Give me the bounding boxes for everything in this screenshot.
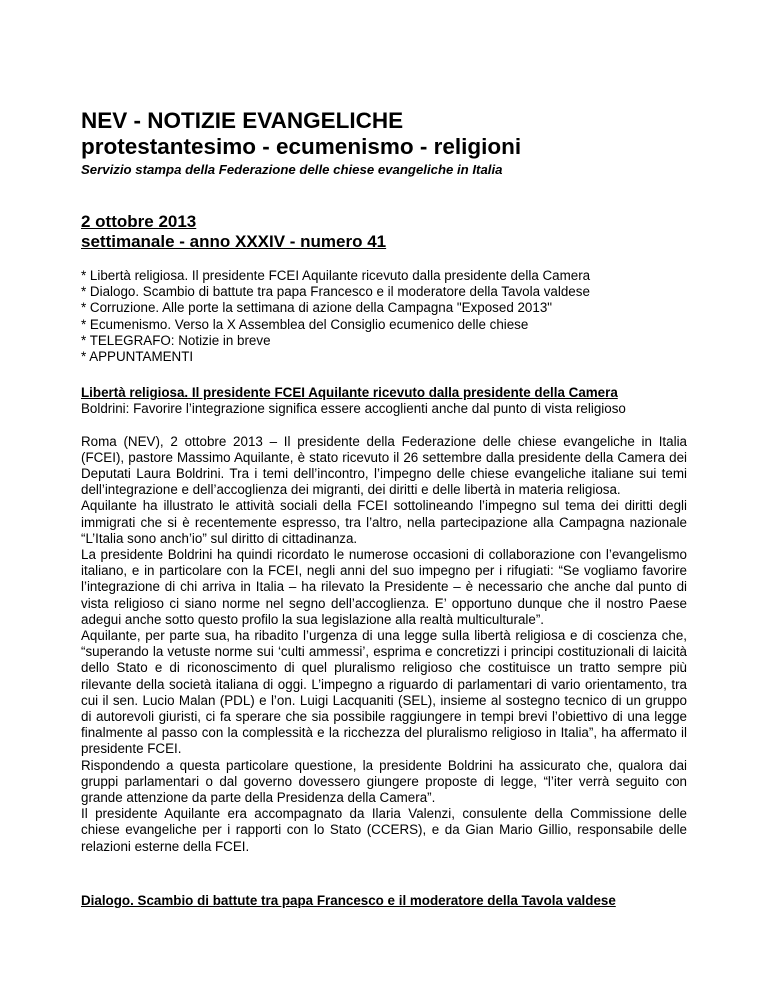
toc-item: * Dialogo. Scambio di battute tra papa Francesco e il moderatore della Tavola valdese [81, 284, 590, 300]
article-paragraph: Aquilante ha illustrato le attività sociali della FCEI sottolineando l’impegno sul tema dei diritti degli immigrati che si è recentemente espresso, tra l’altro, nella partecipazione alla Campagna nazionale “L’Italia sono anch’io” sul diritto di cittadinanza. [81, 498, 687, 546]
article-title: Libertà religiosa. Il presidente FCEI Aquilante ricevuto dalla presidente della Camera [81, 385, 618, 400]
article-paragraph: Il presidente Aquilante era accompagnato da Ilaria Valenzi, consulente della Commissione delle chiese evangeliche per i rapporti con lo Stato (CCERS), e da Gian Mario Gillio, responsabile delle relazioni esterne della FCEI. [81, 806, 687, 854]
masthead [81, 108, 701, 178]
issue-date: 2 ottobre 2013 [81, 212, 197, 231]
article-paragraph: Aquilante, per parte sua, ha ribadito l’urgenza di una legge sulla libertà religiosa e di coscienza che, “superando la vetuste norme sui ‘culti ammessi’, esprima e concretizzi i principi costituzionali di laicità dello Stato e di riconoscimento di quel pluralismo religioso che costituisce un tratto sempre più rilevante della società italiana di oggi. L’impegno a riguardo di parlamentari di vario orientamento, tra cui il sen. Lucio Malan (PDL) e l’on. Luigi Lacquaniti (SEL), insieme al sostegno tecnico di un gruppo di autorevoli giuristi, ci fa sperare che sia possibile raggiungere in tempi brevi l’obiettivo di una legge finalmente al passo con la complessità e la ricchezza del pluralismo religioso in Italia”, ha affermato il presidente FCEI. [81, 628, 687, 757]
toc-item: * Ecumenismo. Verso la X Assemblea del Consiglio ecumenico delle chiese [81, 316, 529, 332]
article-subtitle: Boldrini: Favorire l’integrazione significa essere accoglienti anche dal punto di vista religioso [81, 401, 626, 417]
article-paragraph: Rispondendo a questa particolare questione, la presidente Boldrini ha assicurato che, qualora dai gruppi parlamentari o dal governo dovessero giungere proposte di legge, “l’iter verrà seguito con grande attenzione da parte della Presidenza della Camera”. [81, 757, 687, 806]
issue-edition: settimanale - anno XXXIV - numero 41 [81, 232, 387, 251]
table-of-contents [81, 268, 590, 365]
article-title: Dialogo. Scambio di battute tra papa Francesco e il moderatore della Tavola valdese [81, 893, 616, 908]
article-paragraph: Roma (NEV), 2 ottobre 2013 – Il presidente della Federazione delle chiese evangeliche in Italia (FCEI), pastore Massimo Aquilante, è stato ricevuto il 26 settembre dalla presidente della Camera dei Deputati Laura Boldrini. Tra i temi dell’incontro, l’impegno delle chiese evangeliche italiane sui temi dell’integrazione e dell’accoglienza dei migranti, dei diritti e delle libertà in materia religiosa. [81, 433, 687, 498]
publication-title: NEV - NOTIZIE EVANGELICHE [81, 108, 404, 133]
article-dialogo [81, 893, 616, 909]
publication-tagline: protestantesimo - ecumenismo - religioni [81, 134, 522, 159]
article-body [81, 434, 687, 855]
toc-item: * APPUNTAMENTI [81, 349, 194, 365]
toc-item: * Libertà religiosa. Il presidente FCEI Aquilante ricevuto dalla presidente della Camera [81, 268, 591, 283]
article-liberta-religiosa [81, 385, 687, 855]
publication-subtitle: Servizio stampa della Federazione delle chiese evangeliche in Italia [81, 162, 503, 177]
article-paragraph: La presidente Boldrini ha quindi ricordato le numerose occasioni di collaborazione con l’evangelismo italiano, e in particolare con la FCEI, negli anni del suo impegno per i rifugiati: “Se vogliamo favorire l’integrazione di chi arriva in Italia – ha rilevato la Presidente – è necessario che anche dal punto di vista religioso ci siano norme nel segno dell’accoglienza. E’ opportuno dunque che il nostro Paese adegui anche sotto questo profilo la sua legislazione alla realtà multiculturale”. [81, 547, 687, 627]
toc-item: * Corruzione. Alle porte la settimana di azione della Campagna "Exposed 2013" [81, 300, 553, 316]
toc-item: * TELEGRAFO: Notizie in breve [81, 332, 271, 348]
issue-info [81, 212, 386, 252]
